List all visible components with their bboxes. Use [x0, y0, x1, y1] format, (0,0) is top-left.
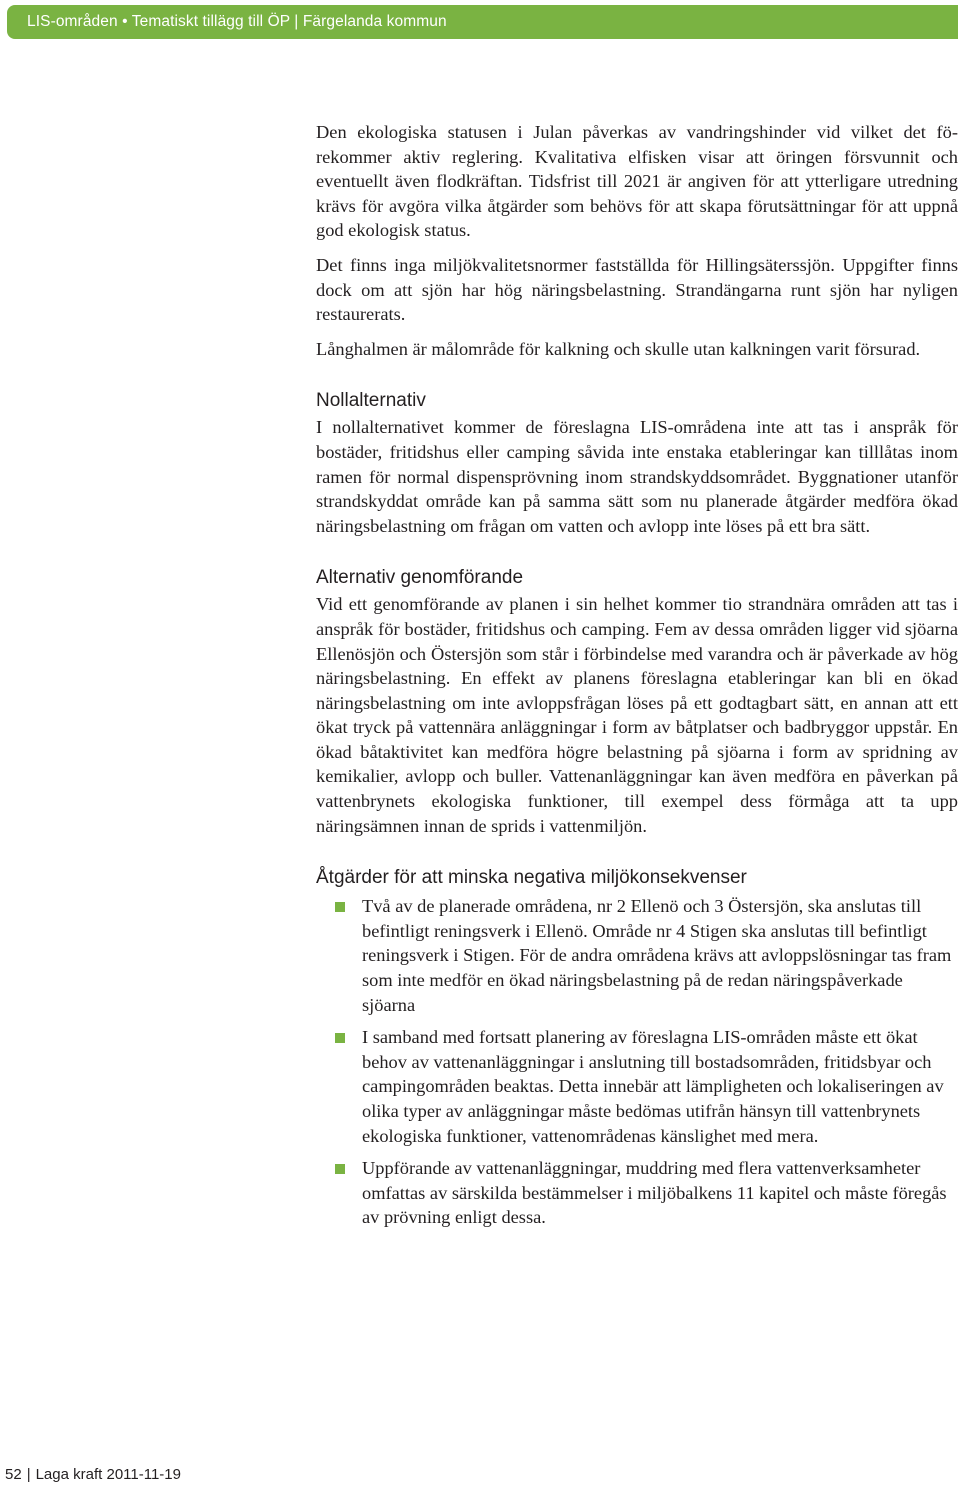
square-bullet-icon	[335, 1033, 345, 1043]
heading-nollalternativ: Nollalternativ	[316, 390, 426, 412]
paragraph-hillingsaterssjon: Det finns inga miljökvalitetsnormer fastställda för Hillingsäterssjön. Uppgifter finns dock om att sjön har hög näringsbelastning. Strandängarna runt sjön har nyligen restaurerats.	[316, 254, 958, 325]
square-bullet-icon	[335, 1164, 345, 1174]
atgarder-list	[316, 894, 958, 1230]
header-title: LIS-områden • Tematiskt tillägg till ÖP | Färgelanda kommun	[27, 13, 447, 30]
footer-separator: |	[26, 1466, 31, 1483]
main-content	[316, 120, 958, 1238]
list-item	[316, 1025, 958, 1148]
paragraph-julan: Den ekologiska statusen i Julan påverkas av vandringshinder vid vilket det förekommer aktiv reglering. Kvalitativa elfisken visar att öringen försvunnit och eventuellt även flodkräftan. Tidsfrist till 2021 är angiven för att ytterligare utredning krävs för avgöra vilka åtgärder som behövs för att skapa förutsättningar för att uppnå god ekologisk status.	[316, 122, 958, 241]
paragraph-alternativ-genomforande: Vid ett genomförande av planen i sin helhet kommer tio strandnära områden att tas i anspråk för bostäder, fritidshus och camping. Fem av dessa områden ligger vid sjöarna Ellenösjön och Östersjön som står i förbindelse med varandra och är påverkade av hög näringsbelastning. En effekt av planens föreslagna etableringar kan bli en ökad näringsbelastning om inte avloppsfrågan löses på ett godtagbart sätt, en annan att ett ökat tryck på vattennära anläggningar i form av båtplatser och badbryggor uppstår. En ökad båtaktivitet kan medföra högre belastning på sjöarna i form av spridning av kemikalier, avlopp och buller. Vattenanläggningar kan även medföra en påverkan på vattenbrynets ekologiska funktioner, till exempel dess förmåga att ta upp näringsämnen innan de sprids i vattenmiljön.	[316, 594, 958, 836]
header-bar	[7, 5, 958, 39]
footer-text: Laga kraft 2011-11-19	[35, 1466, 181, 1483]
page-footer	[0, 1466, 181, 1484]
list-item	[316, 894, 958, 1017]
list-item-text: Två av de planerade områdena, nr 2 Ellenö och 3 Östersjön, ska anslutas till befintligt reningsverk i Ellenö. Område nr 4 Stigen ska anslutas till befintligt reningsverk i Stigen. För de andra områdena krävs att avloppslösningar tas fram som inte medför en ökad näringsbelastning på de redan näringspåverkade sjöarna	[362, 896, 952, 1015]
heading-alternativ-genomforande: Alternativ genomförande	[316, 567, 524, 589]
list-item-text: I samband med fortsatt planering av föreslagna LIS-områden måste ett ökat behov av vattenanläggningar i anslutning till bostadsområden, fritidsbyar och campingområden beaktas. Detta innebär att lämpligheten och lokaliseringen av olika typer av anläggningar måste bedömas utifrån hänsyn till vattenbrynets ekologiska funktioner, vattenområdenas känslighet med mera.	[362, 1027, 944, 1146]
list-item-text: Uppförande av vattenanläggningar, muddring med flera vattenverksamheter omfattas av särskilda bestämmelser i miljöbalkens 11 kapitel och måste föregås av prövning enligt dessa.	[362, 1158, 947, 1228]
paragraph-nollalternativ: I nollalternativet kommer de föreslagna LIS-områdena inte att tas i anspråk för bostäder, fritidshus eller camping såvida inte enstaka etableringar kan tilllåtas inom ramen för normal dispensprövning inom strandskyddsområdet. Byggnationer utanför strandskyddat område kan på samma sätt som nu planerade åtgärder medföra ökad näringsbelastning om frågan om vatten och avlopp inte löses på ett bra sätt.	[316, 417, 958, 536]
page-number: 52	[5, 1466, 22, 1483]
paragraph-langhalmen: Långhalmen är målområde för kalkning och skulle utan kalkningen varit försurad.	[316, 338, 921, 359]
list-item	[316, 1156, 958, 1230]
square-bullet-icon	[335, 902, 345, 912]
heading-atgarder: Åtgärder för att minska negativa miljökonsekvenser	[316, 867, 747, 889]
